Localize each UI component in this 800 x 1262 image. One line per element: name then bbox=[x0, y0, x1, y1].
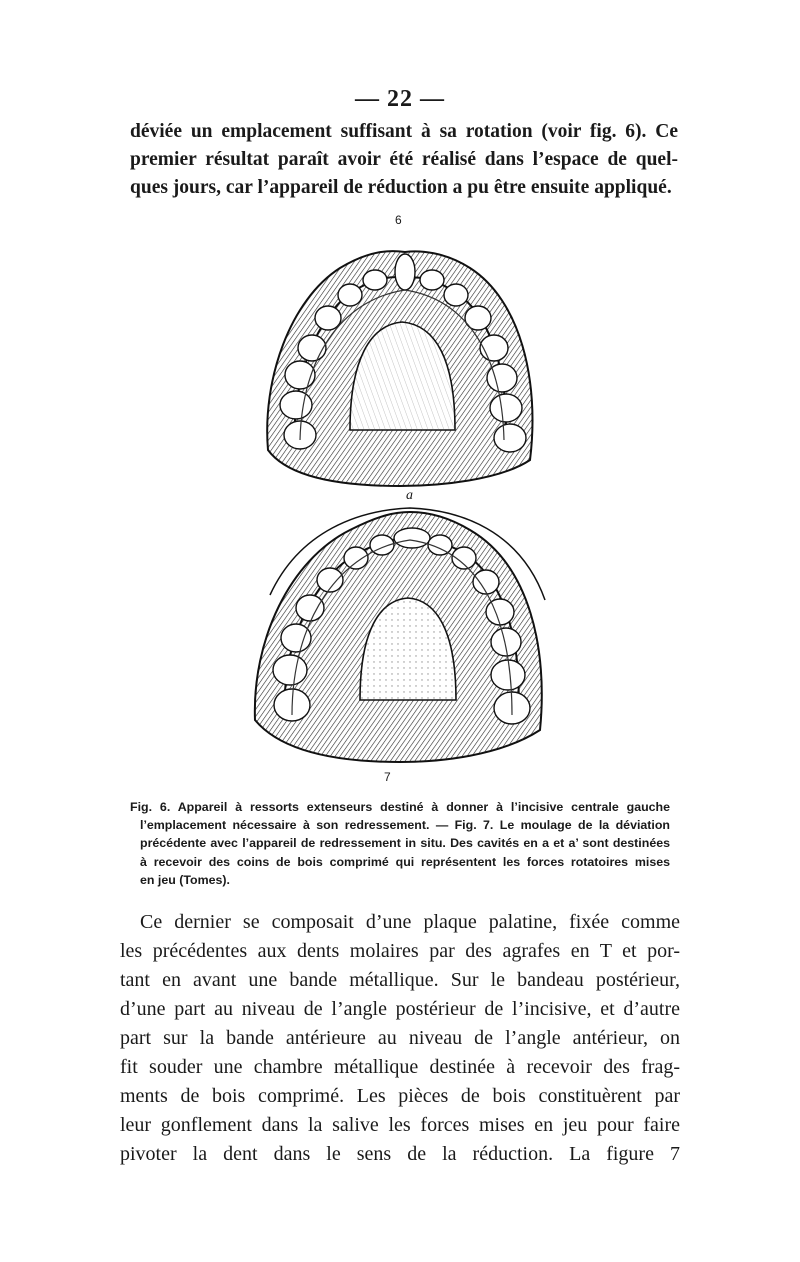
paragraph-line: pivoter la dent dans le sens de la réduction. La figure 7 bbox=[120, 1143, 680, 1165]
figure-label-a: a bbox=[406, 488, 413, 503]
page-number: — 22 — bbox=[355, 86, 445, 112]
figure-label-6: 6 bbox=[395, 213, 402, 227]
paragraph-line: ques jours, car l’appareil de réduction a pu être ensuite appliqué. bbox=[130, 177, 672, 198]
paragraph-line: d’une part au niveau de l’angle postérieur de l’incisive, et d’autre bbox=[120, 998, 680, 1020]
paragraph-line: Ce dernier se composait d’une plaque palatine, fixée comme bbox=[140, 911, 680, 933]
paragraph-line: déviée un emplacement suffisant à sa rotation (voir fig. 6). Ce bbox=[130, 121, 678, 142]
paragraph-line: ments de bois comprimé. Les pièces de bois constituèrent par bbox=[120, 1085, 680, 1107]
upper-dental-cast-illustration bbox=[267, 251, 532, 486]
caption-line: l’emplacement nécessaire à son redressement. — Fig. 7. Le moulage de la déviation bbox=[140, 818, 670, 833]
paragraph-line: premier résultat paraît avoir été réalisé dans l’espace de quel- bbox=[130, 149, 678, 170]
paragraph-line: leur gonflement dans la salive les forces mises en jeu pour faire bbox=[120, 1114, 680, 1136]
caption-line: Fig. 6. Appareil à ressorts extenseurs destiné à donner à l’incisive centrale gauche bbox=[130, 800, 670, 814]
caption-line: précédente avec l’appareil de redressement in situ. Des cavités en a et a’ sont destinées bbox=[140, 836, 670, 851]
paragraph-line: fit souder une chambre métallique destinée à recevoir des frag- bbox=[120, 1056, 680, 1078]
lower-dental-cast-illustration bbox=[255, 508, 545, 762]
paragraph-line: tant en avant une bande métallique. Sur le bandeau postérieur, bbox=[120, 969, 680, 991]
caption-line: à recevoir des coins de bois comprimé qui représentent les forces rotatoires mises bbox=[140, 854, 670, 869]
figure-caption bbox=[130, 798, 670, 889]
caption-line: en jeu (Tomes). bbox=[140, 872, 230, 887]
paragraph-line: part sur la bande antérieure au niveau de l’angle antérieur, on bbox=[120, 1027, 680, 1049]
paragraph-line: les précédentes aux dents molaires par des agrafes en T et por- bbox=[120, 940, 680, 962]
figure-label-7: 7 bbox=[384, 770, 391, 784]
paragraph-bottom bbox=[120, 908, 680, 1169]
